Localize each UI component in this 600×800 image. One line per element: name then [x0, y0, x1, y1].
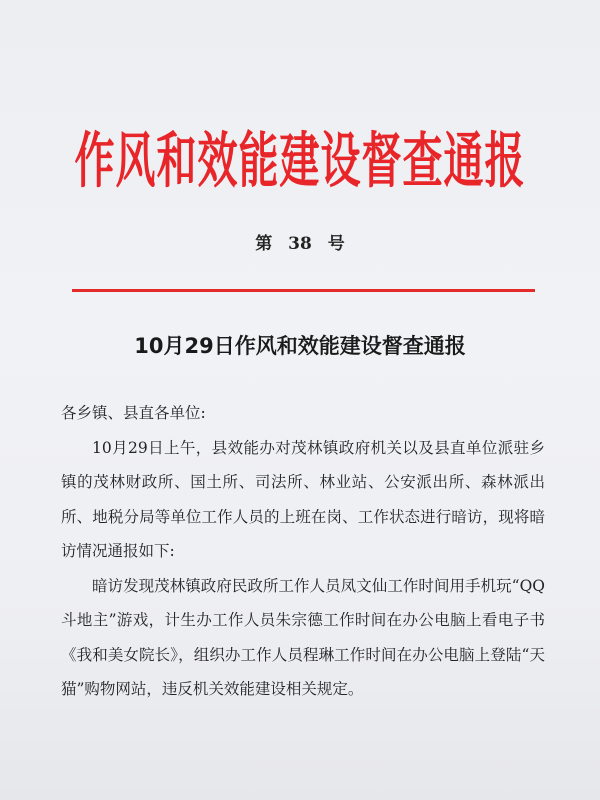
body-paragraph: 10月29日上午，县效能办对茂林镇政府机关以及县直单位派驻乡镇的茂林财政所、国土所、司法所、林业站、公安派出所、森林派出所、地税分局等单位工作人员的上班在岗、工作状态进行暗访，现将暗访情况通报如下:	[61, 438, 545, 560]
document-title: 10月29日作风和效能建设督查通报	[134, 334, 466, 358]
issue-number: 第 38 号	[255, 234, 345, 254]
document-masthead: 作风和效能建设督查通报	[74, 127, 526, 197]
addressee-line: 各乡镇、县直各单位:	[61, 404, 206, 422]
document-body	[61, 396, 545, 707]
red-divider-line	[72, 289, 535, 292]
body-paragraph: 暗访发现茂林镇政府民政所工作人员凤文仙工作时间用手机玩“QQ斗地主”游戏，计生办工作人员朱宗德工作时间在办公电脑上看电子书《我和美女院长》，组织办工作人员程琳工作时间在办公电脑上登陆“天猫”购物网站，违反机关效能建设相关规定。	[61, 576, 545, 698]
